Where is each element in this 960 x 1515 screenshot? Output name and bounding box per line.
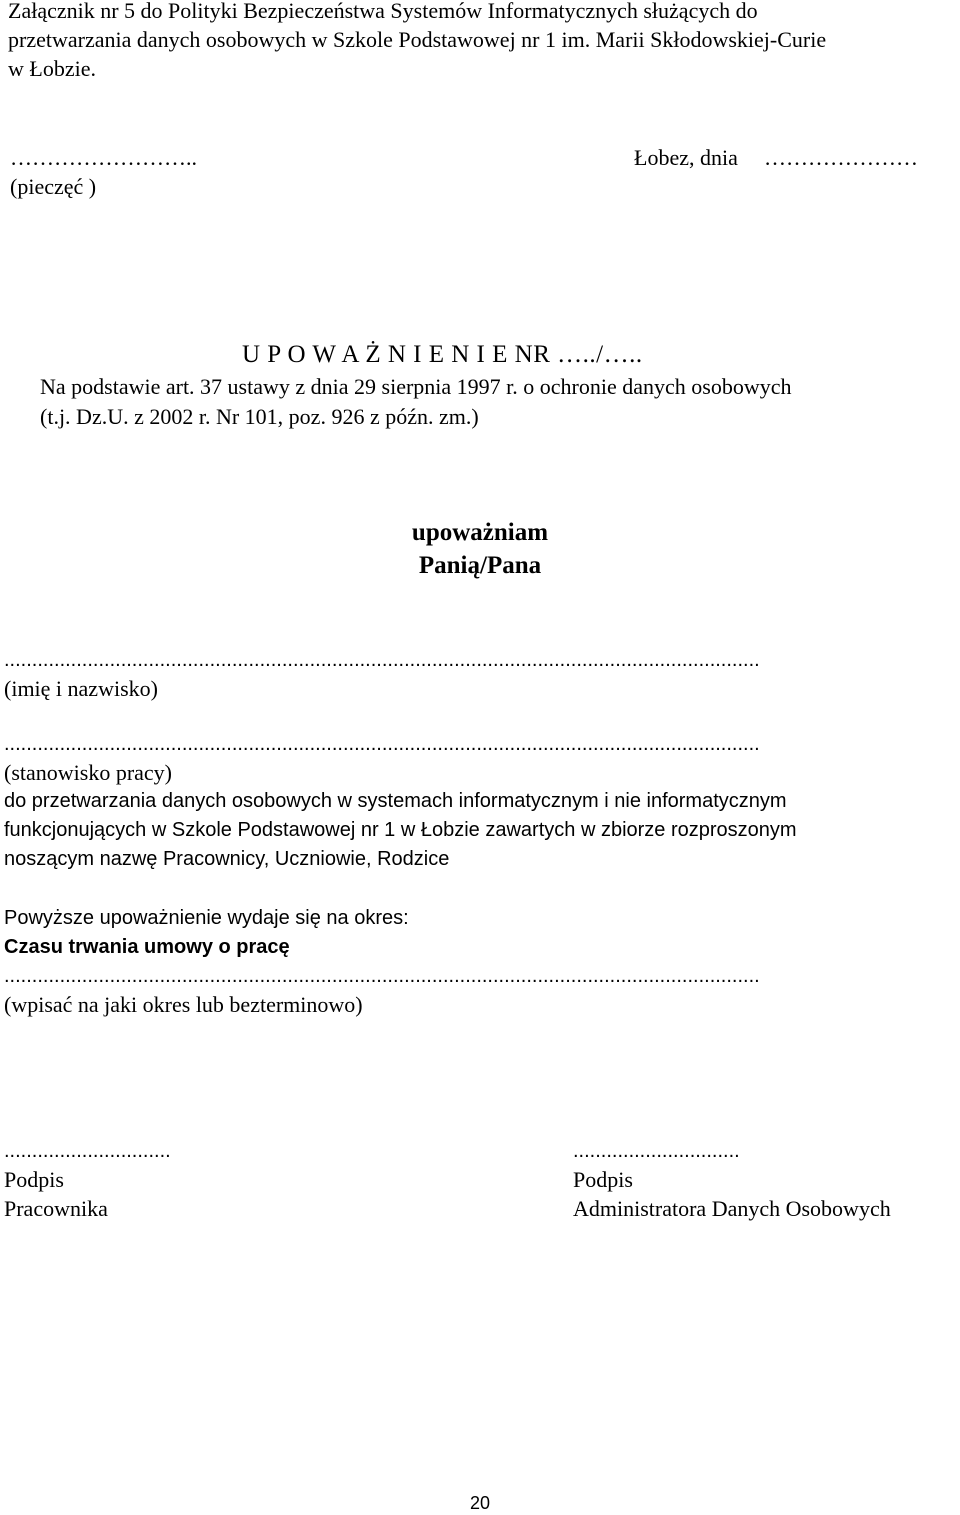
- header-line-2: przetwarzania danych osobowych w Szkole Podstawowej nr 1 im. Marii Skłodowskiej-Curie: [8, 27, 827, 52]
- period-value: Czasu trwania umowy o pracę: [4, 936, 290, 958]
- legal-basis-line-1: Na podstawie art. 37 ustawy z dnia 29 sierpnia 1997 r. o ochronie danych osobowych: [40, 374, 792, 399]
- header-line-1: Załącznik nr 5 do Polityki Bezpieczeństwa Systemów Informatycznych służących do: [8, 0, 758, 23]
- period-dots-line: ........................................................................................................................................: [4, 965, 760, 987]
- admin-signature-dots: ..............................: [573, 1140, 740, 1162]
- scope-line-2: funkcjonujących w Szkole Podstawowej nr 1 w Łobzie zawartych w zbiorze rozproszonym: [4, 819, 797, 841]
- header-line-3: w Łobzie.: [8, 56, 96, 81]
- authorize-heading: upoważniam: [411, 519, 549, 546]
- name-label: (imię i nazwisko): [4, 676, 158, 701]
- authorize-subheading: Panią/Pana: [418, 552, 542, 579]
- scope-line-3: noszącym nazwę Pracownicy, Uczniowie, Rodzice: [4, 848, 450, 870]
- admin-signature-role: Administratora Danych Osobowych: [573, 1196, 891, 1221]
- employee-signature-dots: ..............................: [4, 1140, 171, 1162]
- name-dots-line: ........................................................................................................................................: [4, 649, 760, 671]
- period-label: (wpisać na jaki okres lub bezterminowo): [4, 992, 363, 1017]
- scope-line-1: do przetwarzania danych osobowych w systemach informatycznym i nie informatycznym: [4, 790, 787, 812]
- stamp-label: (pieczęć ): [10, 174, 97, 199]
- period-intro: Powyższe upoważnienie wydaje się na okres:: [4, 907, 409, 929]
- employee-signature-label: Podpis: [4, 1167, 64, 1192]
- page-number: 20: [469, 1493, 491, 1513]
- place-date-label: Łobez, dnia: [634, 145, 738, 170]
- position-label: (stanowisko pracy): [4, 760, 173, 785]
- legal-basis-line-2: (t.j. Dz.U. z 2002 r. Nr 101, poz. 926 z późn. zm.): [40, 404, 479, 429]
- document-title: U P O W A Ż N I E N I E NR …../…..: [242, 341, 643, 368]
- stamp-dots: ……………………..: [10, 145, 197, 170]
- admin-signature-label: Podpis: [573, 1167, 633, 1192]
- employee-signature-role: Pracownika: [4, 1196, 108, 1221]
- place-date-dots: …………………: [764, 145, 918, 170]
- position-dots-line: ........................................................................................................................................: [4, 733, 760, 755]
